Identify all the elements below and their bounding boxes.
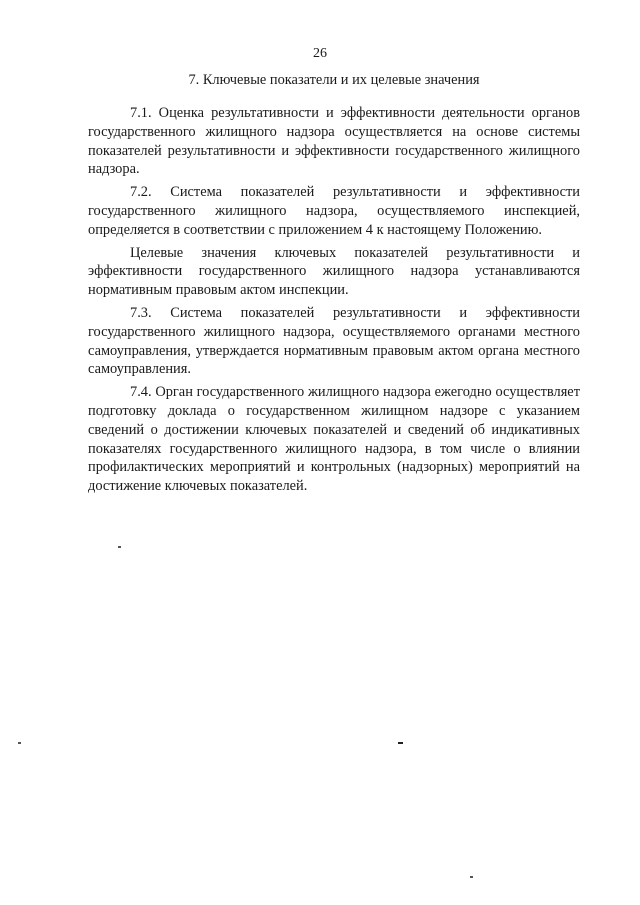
- paragraph-7-4: 7.4. Орган государственного жилищного надзора ежегодно осуществляет подготовку доклада о государственном жилищном надзоре с указанием сведений о достижении ключевых показателей и сведений об индикативных показателях государственного жилищного надзора, в том числе о влиянии профилактических мероприятий и контрольных (надзорных) мероприятий на достижение ключевых показателей.: [88, 384, 580, 495]
- paragraph-7-1: 7.1. Оценка результативности и эффективности деятельности органов государственного жилищного надзора осуществляется на основе системы показателей результативности и эффективности государственного жилищного надзора.: [88, 105, 580, 178]
- paragraph-7-2: 7.2. Система показателей результативности и эффективности государственного жилищного надзора, осуществляемого инспекцией, определяется в соответствии с приложением 4 к настоящему Положению.: [88, 184, 580, 238]
- paragraph-7-3: 7.3. Система показателей результативности и эффективности государственного жилищного надзора, осуществляемого органами местного самоуправления, утверждается нормативным правовым актом органа местного самоуправления.: [88, 304, 580, 378]
- section-title: 7. Ключевые показатели и их целевые значения: [188, 72, 480, 88]
- scan-speck: [18, 742, 21, 744]
- scan-speck: [118, 546, 121, 548]
- scan-dash: [398, 742, 403, 744]
- page-number: 26: [313, 46, 327, 61]
- paragraph-target-values: Целевые значения ключевых показателей результативности и эффективности государственного жилищного надзора устанавливаются нормативным правовым актом инспекции.: [88, 244, 580, 299]
- section-body: [88, 104, 580, 496]
- scan-speck: [470, 876, 473, 878]
